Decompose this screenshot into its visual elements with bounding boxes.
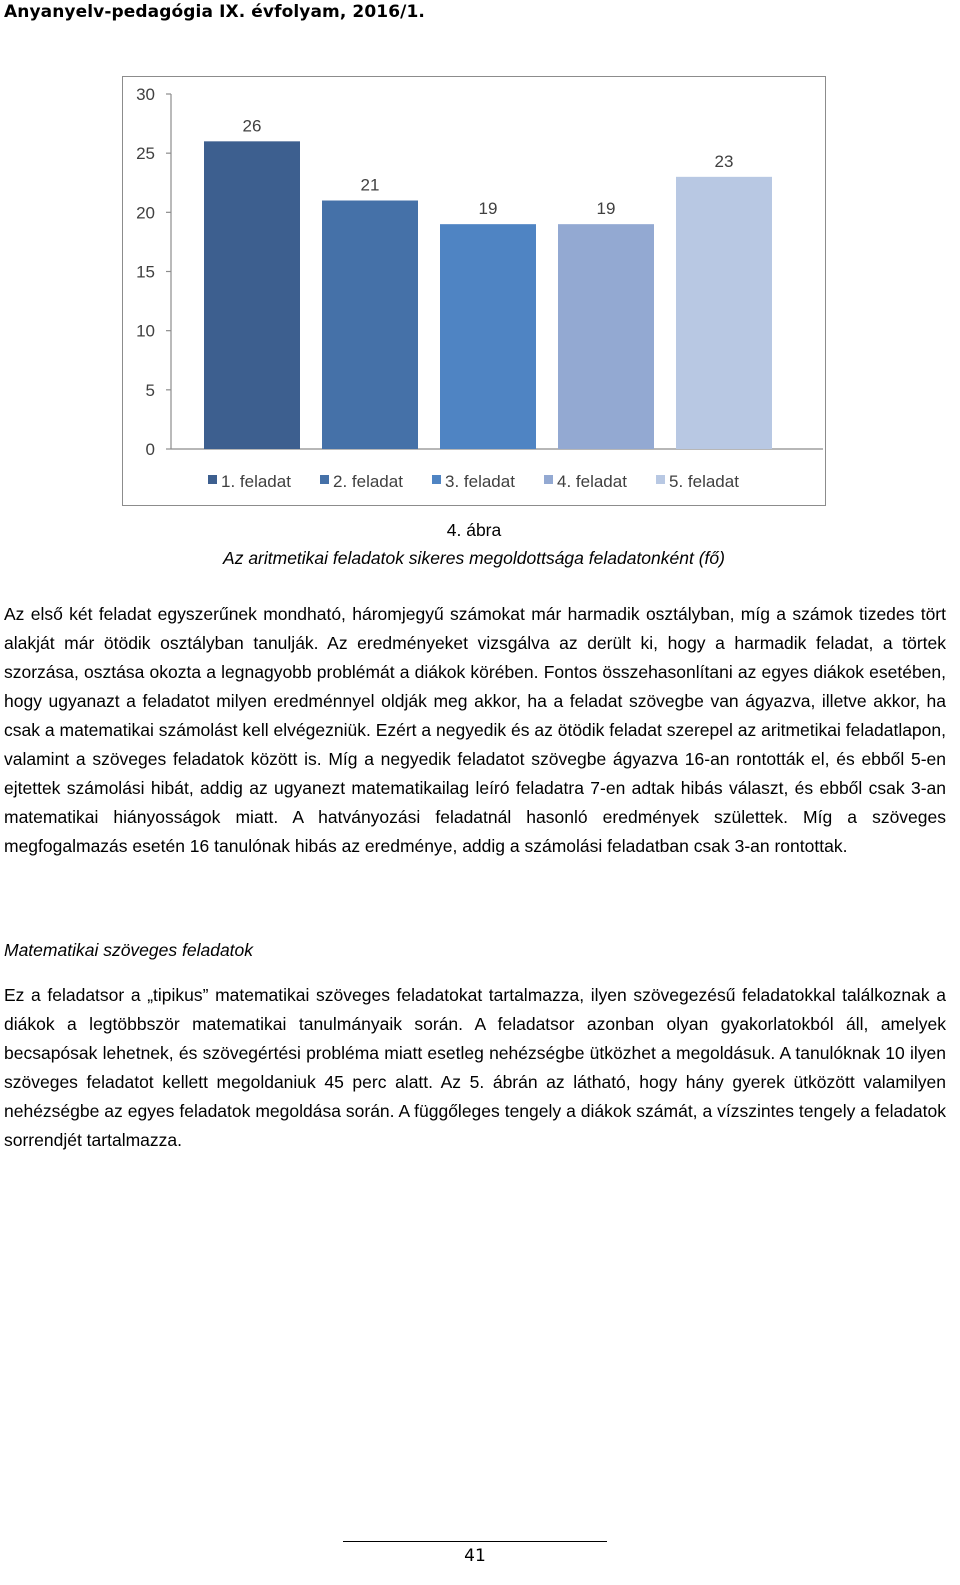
y-tick-label: 30 [136, 85, 155, 104]
bar-1 [204, 141, 300, 449]
legend-swatch-3 [432, 475, 441, 484]
data-label-2: 21 [360, 175, 380, 195]
bars [204, 141, 772, 449]
bar-2 [322, 201, 418, 450]
figure-number: 4. ábra [446, 520, 502, 540]
legend-swatch-4 [544, 475, 553, 484]
legend-label-5: 5. feladat [669, 472, 739, 491]
legend-label-2: 2. feladat [333, 472, 403, 491]
legend-label-1: 1. feladat [221, 472, 291, 491]
legend-label-4: 4. feladat [557, 472, 627, 491]
legend-swatch-1 [208, 475, 217, 484]
y-tick-label: 25 [136, 144, 155, 164]
data-label-4: 19 [596, 199, 616, 219]
data-label-1: 26 [242, 116, 262, 136]
bar-4 [558, 224, 654, 449]
y-tick-label: 15 [136, 262, 155, 282]
section-heading: Matematikai szöveges feladatok [4, 940, 254, 960]
legend-label-3: 3. feladat [445, 472, 515, 491]
y-tick-label: 20 [136, 203, 155, 223]
y-tick-label: 0 [145, 440, 155, 459]
data-labels [243, 116, 734, 218]
bar-chart-frame [122, 76, 826, 506]
y-axis-ticks [136, 85, 171, 459]
legend [208, 472, 739, 491]
bar-5 [676, 177, 772, 449]
data-label-5: 23 [714, 151, 734, 171]
y-tick-label: 10 [136, 321, 155, 341]
footer-rule [343, 1541, 607, 1542]
data-label-3: 19 [478, 199, 498, 219]
body-paragraph-2: Ez a feladatsor a „tipikus” matematikai szöveges feladatokat tartalmazza, ilyen szövegezésű feladatokkal találkoznak a diákok a legtöbbször matematikai tanulmányaik során. A feladatsor azonban olyan gyakorlatokból áll, amelyek becsapósak lehetnek, és szövegértési probléma miatt esetleg nehézségbe ütközhet a megoldásuk. A tanulóknak 10 ilyen szöveges feladatot kellett megoldaniuk 45 perc alatt. Az 5. ábrán az látható, hogy hány gyerek ütközött valamilyen nehézségbe az egyes feladatok megoldása során. A függőleges tengely a diákok számát, a vízszintes tengely a feladatok sorrendjét tartalmazza. [4, 985, 946, 1150]
bar-chart [123, 77, 827, 507]
page-number: 41 [464, 1546, 486, 1566]
bar-3 [440, 224, 536, 449]
running-header: Anyanyelv-pedagógia IX. évfolyam, 2016/1. [4, 2, 425, 22]
legend-swatch-5 [656, 475, 665, 484]
figure-title: Az aritmetikai feladatok sikeres megoldottsága feladatonként (fő) [223, 548, 725, 568]
y-tick-label: 5 [145, 380, 155, 400]
legend-swatch-2 [320, 475, 329, 484]
body-paragraph-1: Az első két feladat egyszerűnek mondható, háromjegyű számokat már harmadik osztályban, míg a számok tizedes tört alakját már ötödik osztályban tanulják. Az eredményeket vizsgálva az derült ki, hogy a harmadik feladat, a törtek szorzása, osztása okozta a legnagyobb problémát a diákok körében. Fontos összehasonlítani az egyes diákok esetében, hogy ugyanazt a feladatot milyen eredménnyel oldják meg akkor, ha a feladat szövegbe van ágyazva, illetve akkor, ha csak a matematikai számolást kell elvégezniük. Ezért a negyedik és az ötödik feladat szerepel az aritmetikai feladatlapon, valamint a szöveges feladatok között is. Míg a negyedik feladatot szövegbe ágyazva 16-an rontották el, és ebből 5-en ejtettek számolási hibát, addig az ugyanezt matematikailag leíró feladatra 7-en adtak hibás választ, és ebből csak 3-an matematikai hiányosságok miatt. A hatványozási feladatnál hasonló eredmények születtek. Míg a szöveges megfogalmazás esetén 16 tanulónak hibás az eredménye, addig a számolási feladatban csak 3-an rontottak. [4, 604, 946, 856]
